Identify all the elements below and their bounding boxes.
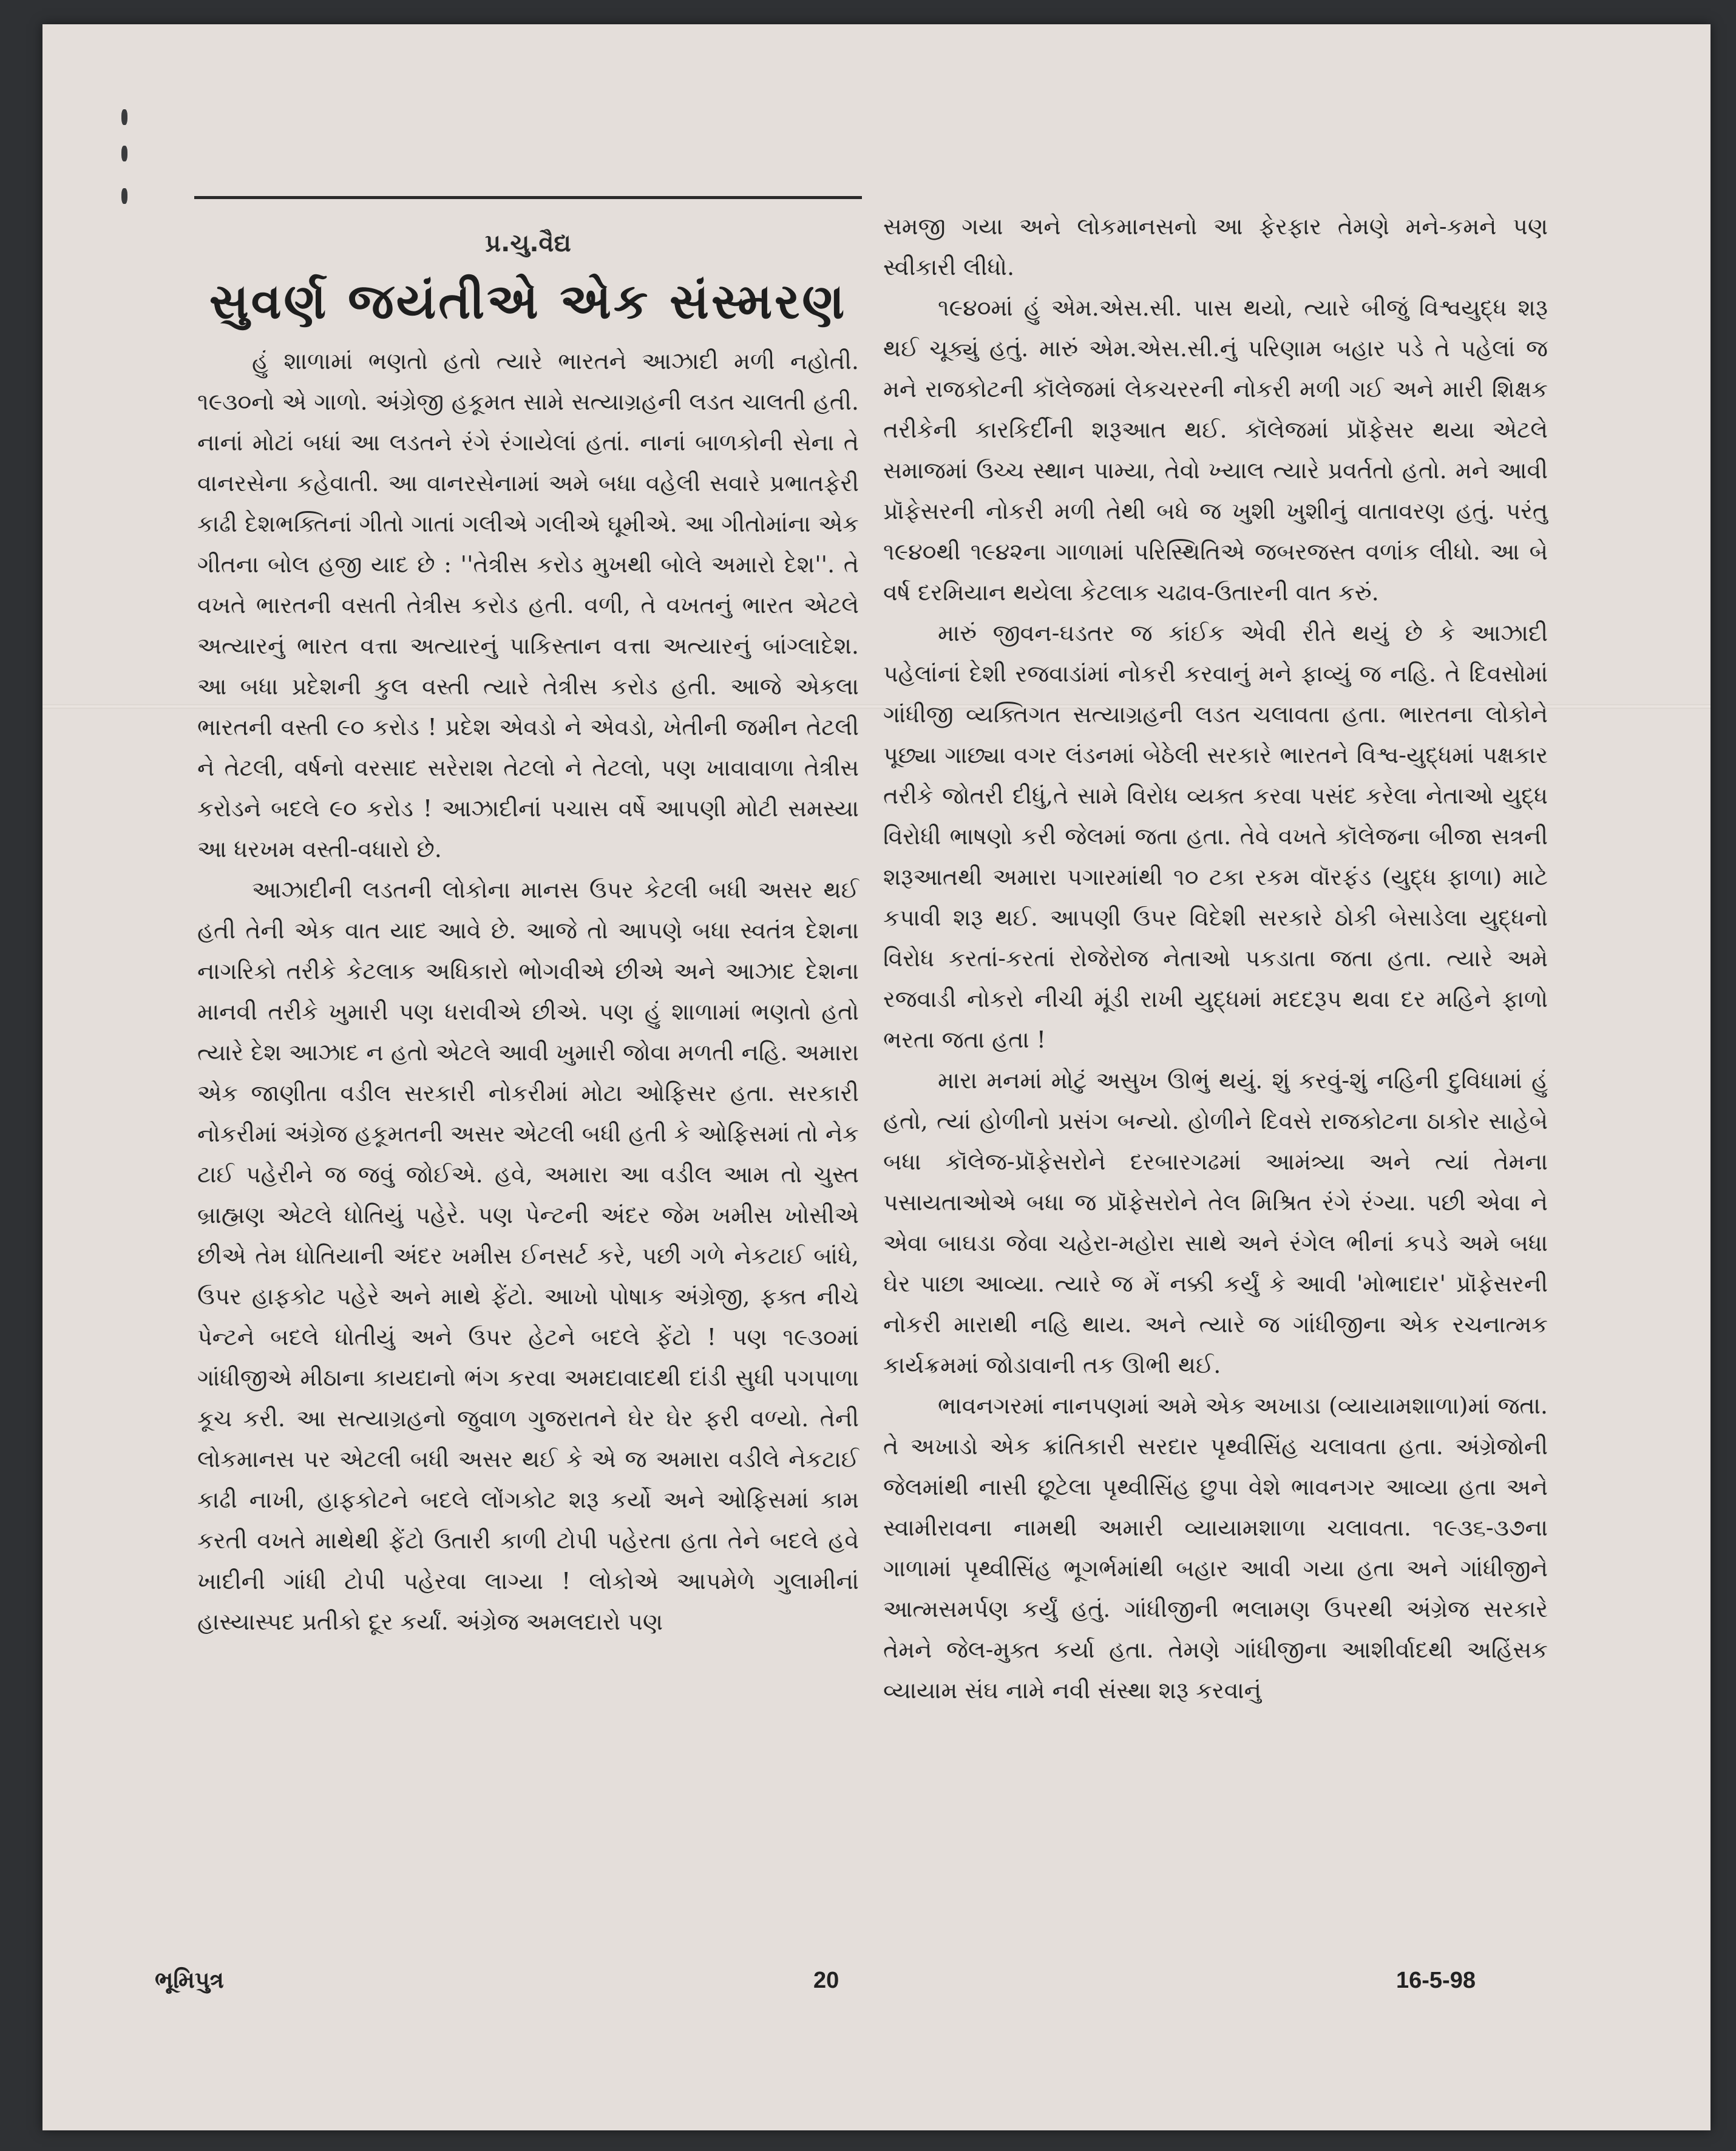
- paragraph: હું શાળામાં ભણતો હતો ત્યારે ભારતને આઝાદી મળી નહોતી. ૧૯૩૦નો એ ગાળો. અંગ્રેજી હકૂમત સામે સત્યાગ્રહની લડત ચાલતી હતી. નાનાં મોટાં બધાં આ લડતને રંગે રંગાયેલાં હતાં. નાનાં બાળકોની સેના તે વાનરસેના કહેવાતી. આ વાનરસેનામાં અમે બધા વહેલી સવારે પ્રભાતફેરી કાઢી દેશભક્તિનાં ગીતો ગાતાં ગલીએ ગલીએ ઘૂમીએ. આ ગીતોમાંના એક ગીતના બોલ હજી યાદ છે : ''તેત્રીસ કરોડ મુખથી બોલે અમારો દેશ''. તે વખતે ભારતની વસતી તેત્રીસ કરોડ હતી. વળી, તે વખતનું ભારત એટલે અત્યારનું ભારત વત્તા અત્યારનું પાકિસ્તાન વત્તા અત્યારનું બાંગ્લાદેશ. આ બધા પ્રદેશની કુલ વસ્તી ત્યારે તેત્રીસ કરોડ હતી. આજે એકલા ભારતની વસ્તી ૯૦ કરોડ ! પ્રદેશ એવડો ને એવડો, ખેતીની જમીન તેટલી ને તેટલી, વર્ષનો વરસાદ સરેરાશ તેટલો ને તેટલો, પણ ખાવાવાળા તેત્રીસ કરોડને બદલે ૯૦ કરોડ ! આઝાદીનાં પચાસ વર્ષે આપણી મોટી સમસ્યા આ ધરખમ વસ્તી-વધારો છે.: [197, 348, 859, 862]
- footer-date: 16-5-98: [1396, 1968, 1476, 1993]
- footer-page-number: 20: [813, 1968, 839, 1993]
- header-rule: [194, 196, 862, 199]
- paragraph: મારા મનમાં મોટું અસુખ ઊભું થયું. શું કરવું-શું નહિની દુવિધામાં હું હતો, ત્યાં હોળીનો પ્રસંગ બન્યો. હોળીને દિવસે રાજકોટના ઠાકોર સાહેબે બધા કૉલેજ-પ્રૉફેસરોને દરબારગઢમાં આમંત્ર્યા અને ત્યાં તેમના પસાયતાઓએ બધા જ પ્રૉફેસરોને તેલ મિશ્રિત રંગે રંગ્યા. પછી એવા ને એવા બાઘડા જેવા ચહેરા-મહોરા સાથે અને રંગેલ ભીનાં કપડે અમે બધા ઘેર પાછા આવ્યા. ત્યારે જ મેં નક્કી કર્યું કે આવી 'મોભાદાર' પ્રૉફેસરની નોકરી મારાથી નહિ થાય. અને ત્યારે જ ગાંધીજીના એક રચનાત્મક કાર્યક્રમમાં જોડાવાની તક ઊભી થઈ.: [883, 1067, 1548, 1378]
- paragraph: આઝાદીની લડતની લોકોના માનસ ઉપર કેટલી બધી અસર થઈ હતી તેની એક વાત યાદ આવે છે. આજે તો આપણે બધા સ્વતંત્ર દેશના નાગરિકો તરીકે કેટલાક અધિકારો ભોગવીએ છીએ અને આઝાદ દેશના માનવી તરીકે ખુમારી પણ ધરાવીએ છીએ. પણ હું શાળામાં ભણતો હતો ત્યારે દેશ આઝાદ ન હતો એટલે આવી ખુમારી જોવા મળતી નહિ. અમારા એક જાણીતા વડીલ સરકારી નોકરીમાં મોટા ઓફિસર હતા. સરકારી નોકરીમાં અંગ્રેજ હકૂમતની અસર એટલી બધી હતી કે ઓફિસમાં તો નેક ટાઈ પહેરીને જ જવું જોઈએ. હવે, અમારા આ વડીલ આમ તો ચુસ્ત બ્રાહ્મણ એટલે ધોતિયું પહેરે. પણ પેન્ટની અંદર જેમ ખમીસ ખોસીએ છીએ તેમ ધોતિયાની અંદર ખમીસ ઈનસર્ટ કરે, પછી ગળે નેકટાઈ બાંધે, ઉપર હાફકોટ પહેરે અને માથે ફેંટો. આખો પોષાક અંગ્રેજી, ફક્ત નીચે પેન્ટને બદલે ધોતીયું અને ઉપર હેટને બદલે ફેંટો ! પણ ૧૯૩૦માં ગાંધીજીએ મીઠાના કાયદાનો ભંગ કરવા અમદાવાદથી દાંડી સુધી પગપાળા કૂચ કરી. આ સત્યાગ્રહનો જુવાળ ગુજરાતને ઘેર ઘેર ફરી વળ્યો. તેની લોકમાનસ પર એટલી બધી અસર થઈ કે એ જ અમારા વડીલે નેકટાઈ કાઢી નાખી, હાફકોટને બદલે લોંગકોટ શરૂ કર્યો અને ઓફિસમાં કામ કરતી વખતે માથેથી ફેંટો ઉતારી કાળી ટોપી પહેરતા હતા તેને બદલે હવે ખાદીની ગાંધી ટોપી પહેરવા લાગ્યા ! લોકોએ આપમેળે ગુલામીનાં હાસ્યાસ્પદ પ્રતીકો દૂર કર્યાં. અંગ્રેજ અમલદારો પણ: [197, 876, 859, 1635]
- binding-holes: [121, 109, 140, 231]
- paragraph: ૧૯૪૦માં હું એમ.એસ.સી. પાસ થયો, ત્યારે બીજું વિશ્વયુદ્ધ શરૂ થઈ ચૂક્યું હતું. મારું એમ.એસ.સી.નું પરિણામ બહાર પડે તે પહેલાં જ મને રાજકોટની કૉલેજમાં લેકચરરની નોકરી મળી ગઈ અને મારી શિક્ષક તરીકેની કારકિર્દીની શરૂઆત થઈ. કૉલેજમાં પ્રૉફેસર થયા એટલે સમાજમાં ઉચ્ચ સ્થાન પામ્યા, તેવો ખ્યાલ ત્યારે પ્રવર્તતો હતો. મને આવી પ્રૉફેસરની નોકરી મળી તેથી બધે જ ખુશી ખુશીનું વાતાવરણ હતું. પરંતુ ૧૯૪૦થી ૧૯૪૨ના ગાળામાં પરિસ્થિતિએ જબરજસ્ત વળાંક લીધો. આ બે વર્ષ દરમિયાન થયેલા કેટલાક ચઢાવ-ઉતારની વાત કરું.: [883, 294, 1548, 606]
- footer-publication: ભૂમિપુત્ર: [155, 1968, 224, 1993]
- article-author: પ્ર.ચુ.વૈદ્ય: [485, 229, 571, 257]
- right-column: [883, 206, 1548, 1711]
- paragraph: મારું જીવન-ઘડતર જ કાંઈક એવી રીતે થયું છે કે આઝાદી પહેલાંનાં દેશી રજવાડાંમાં નોકરી કરવાનું મને ફાવ્યું જ નહિ. તે દિવસોમાં ગાંધીજી વ્યક્તિગત સત્યાગ્રહની લડત ચલાવતા હતા. ભારતના લોકોને પૂછ્યા ગાછ્યા વગર લંડનમાં બેઠેલી સરકારે ભારતને વિશ્વ-યુદ્ધમાં પક્ષકાર તરીકે જોતરી દીધું,તે સામે વિરોધ વ્યક્ત કરવા પસંદ કરેલા નેતાઓ યુદ્ધ વિરોધી ભાષણો કરી જેલમાં જતા હતા. તેવે વખતે કૉલેજના બીજા સત્રની શરૂઆતથી અમારા પગારમાંથી ૧૦ ટકા રકમ વૉરફંડ (યુદ્ધ ફાળા) માટે કપાવી શરૂ થઈ. આપણી ઉપર વિદેશી સરકારે ઠોકી બેસાડેલા યુદ્ધનો વિરોધ કરતાં-કરતાં રોજેરોજ નેતાઓ પકડાતા જતા હતા. ત્યારે અમે રજવાડી નોકરો નીચી મૂંડી રાખી યુદ્ધમાં મદદરૂપ થવા દર મહિને ફાળો ભરતા જતા હતા !: [883, 620, 1548, 1053]
- left-column: [197, 341, 859, 1642]
- paragraph: ભાવનગરમાં નાનપણમાં અમે એક અખાડા (વ્યાયામશાળા)માં જતા. તે અખાડો એક ક્રાંતિકારી સરદાર પૃથ્વીસિંહ ચલાવતા હતા. અંગ્રેજોની જેલમાંથી નાસી છૂટેલા પૃથ્વીસિંહ છુપા વેશે ભાવનગર આવ્યા હતા અને સ્વામીરાવના નામથી અમારી વ્યાયામશાળા ચલાવતા. ૧૯૩૬-૩૭ના ગાળામાં પૃથ્વીસિંહ ભૂગર્ભમાંથી બહાર આવી ગયા હતા અને ગાંધીજીને આત્મસમર્પણ કર્યું હતું. ગાંધીજીની ભલામણ ઉપરથી અંગ્રેજ સરકારે તેમને જેલ-મુક્ત કર્યા હતા. તેમણે ગાંધીજીના આશીર્વાદથી અહિંસક વ્યાયામ સંઘ નામે નવી સંસ્થા શરૂ કરવાનું: [883, 1392, 1548, 1704]
- article-title: સુવર્ણ જયંતીએ એક સંસ્મરણ: [209, 273, 847, 330]
- newspaper-page: [42, 24, 1711, 2130]
- paragraph: સમજી ગયા અને લોકમાનસનો આ ફેરફાર તેમણે મને-કમને પણ સ્વીકારી લીધો.: [883, 213, 1548, 280]
